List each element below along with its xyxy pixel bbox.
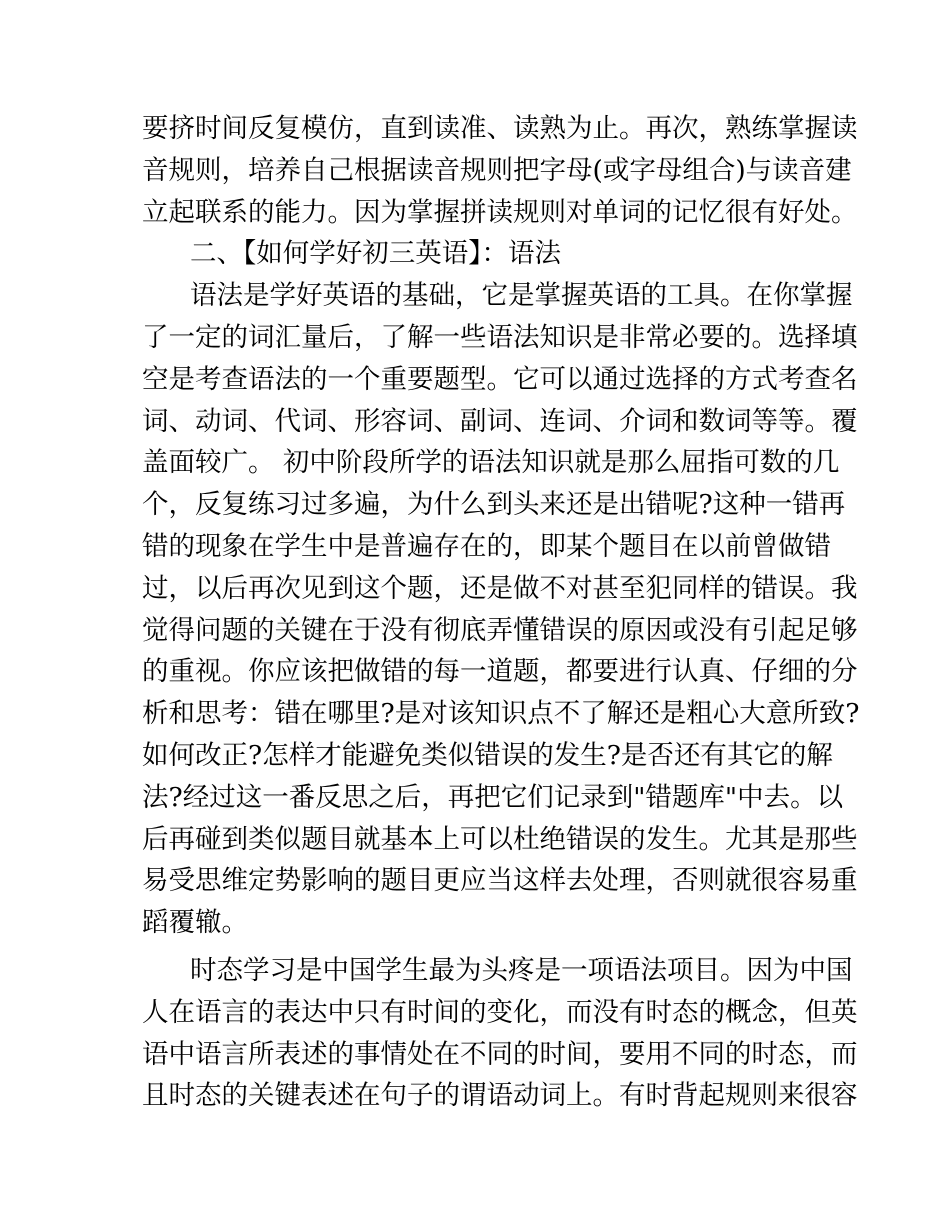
text-line: 时态学习是中国学生最为头疼是一项语法项目。因为中国 [190, 954, 853, 986]
text-line: 语法是学好英语的基础，它是掌握英语的工具。在你掌握 [190, 280, 853, 312]
text-line: 立起联系的能力。因为掌握拼读规则对单词的记忆很有好处。 [142, 196, 858, 228]
text-line: 过，以后再次见到这个题，还是做不对甚至犯同样的错误。我 [142, 572, 858, 604]
text-line: 后再碰到类似题目就基本上可以杜绝错误的发生。尤其是那些 [142, 823, 858, 855]
text-line: 人在语言的表达中只有时间的变化，而没有时态的概念，但英 [142, 996, 858, 1028]
text-line: 法?经过这一番反思之后，再把它们记录到"错题库"中去。以 [142, 781, 844, 813]
text-line: 盖面较广。 初中阶段所学的语法知识就是那么屈指可数的几 [142, 447, 840, 479]
text-line: 易受思维定势影响的题目更应当这样去处理，否则就很容易重 [142, 865, 858, 897]
text-line: 如何改正?怎样才能避免类似错误的发生?是否还有其它的解 [142, 739, 833, 771]
text-line: 且时态的关键表述在句子的谓语动词上。有时背起规则来很容 [142, 1080, 858, 1112]
text-line: 觉得问题的关键在于没有彻底弄懂错误的原因或没有引起足够 [142, 614, 858, 646]
text-line: 要挤时间反复模仿，直到读准、读熟为止。再次，熟练掌握读 [142, 113, 858, 144]
text-line: 空是考查语法的一个重要题型。它可以通过选择的方式考查名 [142, 363, 858, 395]
text-line: 词、动词、代词、形容词、副词、连词、介词和数词等等。覆 [142, 405, 858, 437]
text-line: 音规则，培养自己根据读音规则把字母(或字母组合)与读音建 [142, 154, 852, 186]
text-line: 析和思考：错在哪里?是对该知识点不了解还是粗心大意所致? [142, 698, 860, 730]
text-line: 错的现象在学生中是普遍存在的，即某个题目在以前曾做错 [142, 530, 831, 562]
text-line: 的重视。你应该把做错的每一道题，都要进行认真、仔细的分 [142, 656, 858, 688]
text-line: 蹈覆辙。 [142, 907, 248, 939]
text-line: 语中语言所表述的事情处在不同的时间，要用不同的时态，而 [142, 1038, 858, 1070]
text-line: 了一定的词汇量后，了解一些语法知识是非常必要的。选择填 [142, 321, 858, 353]
text-line: 个，反复练习过多遍，为什么到头来还是出错呢?这种一错再 [142, 489, 846, 521]
document-body [142, 108, 860, 1117]
section-heading: 二、【如何学好初三英语】：语法 [190, 238, 561, 270]
